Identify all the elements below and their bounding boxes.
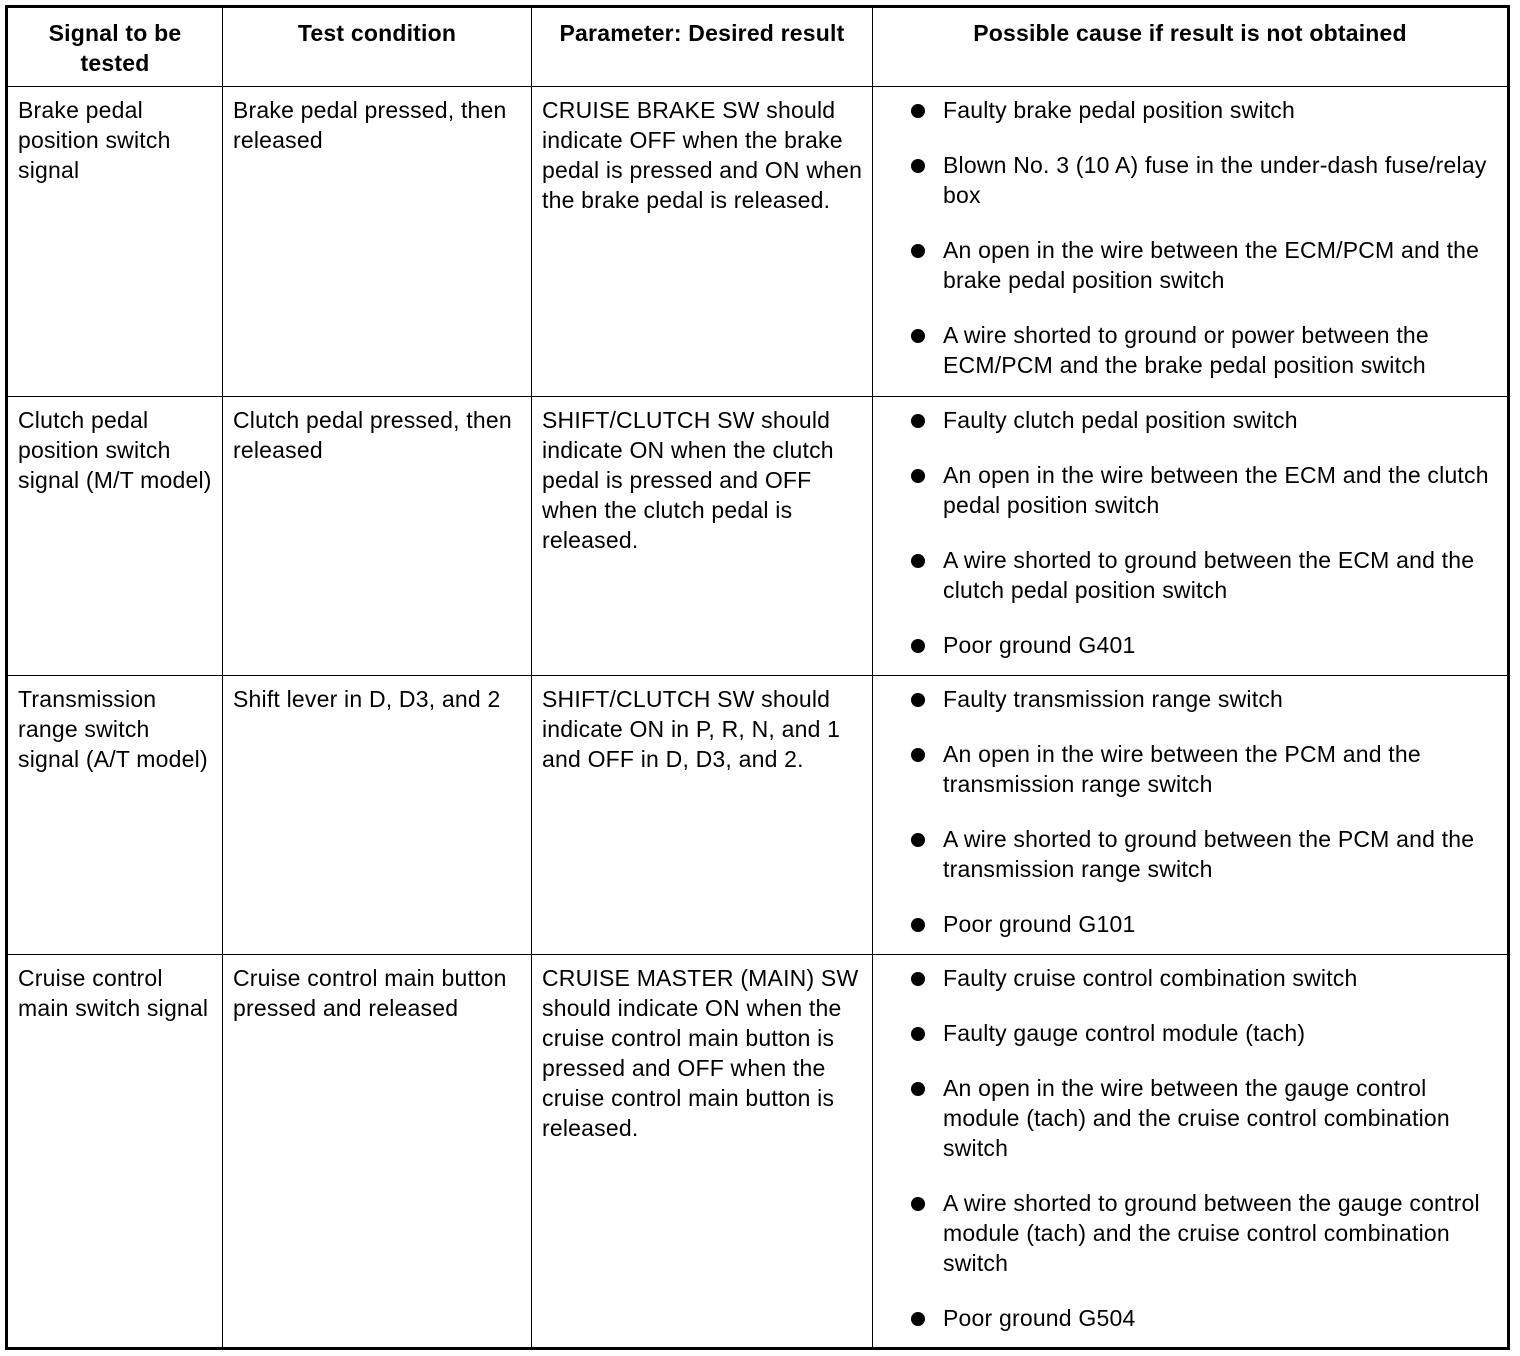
bullet-icon [911,972,925,986]
cause-item [883,1303,1501,1333]
cause-text: A wire shorted to ground between the gauge control module (tach) and the cruise control combination switch [943,1190,1480,1277]
cause-text: Poor ground G504 [943,1305,1136,1332]
causes-cell [873,397,1509,676]
bullet-icon [911,104,925,118]
cause-text: Faulty gauge control module (tach) [943,1020,1306,1047]
result-cell: CRUISE MASTER (MAIN) SW should indicate ON when the cruise control main button is pressed and OFF when the cruise control main button is released. [532,955,873,1349]
cause-text: Poor ground G101 [943,911,1136,938]
table-row [7,397,1509,676]
causes-cell [873,955,1509,1349]
cause-item [883,235,1501,295]
result-cell: CRUISE BRAKE SW should indicate OFF when the brake pedal is pressed and ON when the brake pedal is released. [532,87,873,397]
signal-cell: Clutch pedal position switch signal (M/T model) [7,397,223,676]
cause-item [883,150,1501,210]
header-desired-result: Parameter: Desired result [532,7,873,87]
header-possible-cause: Possible cause if result is not obtained [873,7,1509,87]
causes-cell [873,676,1509,955]
cause-text: Faulty cruise control combination switch [943,965,1358,992]
bullet-icon [911,1027,925,1041]
cause-text: Poor ground G401 [943,632,1136,659]
header-test-condition: Test condition [223,7,532,87]
result-cell: SHIFT/CLUTCH SW should indicate ON in P, R, N, and 1 and OFF in D, D3, and 2. [532,676,873,955]
condition-cell: Cruise control main button pressed and released [223,955,532,1349]
bullet-icon [911,554,925,568]
result-cell: SHIFT/CLUTCH SW should indicate ON when the clutch pedal is pressed and OFF when the clutch pedal is released. [532,397,873,676]
condition-cell: Clutch pedal pressed, then released [223,397,532,676]
cause-text: An open in the wire between the ECM and the clutch pedal position switch [943,462,1489,519]
cause-text: An open in the wire between the ECM/PCM and the brake pedal position switch [943,237,1480,293]
cause-item [883,1018,1501,1048]
cause-item [883,630,1501,660]
signal-cell: Transmission range switch signal (A/T model) [7,676,223,955]
cause-text: An open in the wire between the PCM and the transmission range switch [943,741,1421,798]
cause-text: Faulty transmission range switch [943,686,1284,713]
table-row [7,87,1509,397]
cause-text: Faulty clutch pedal position switch [943,407,1298,434]
cause-item [883,963,1501,993]
causes-list [883,95,1501,380]
cause-text: A wire shorted to ground between the PCM and the transmission range switch [943,826,1475,883]
table-row [7,676,1509,955]
causes-list [883,684,1501,939]
bullet-icon [911,1082,925,1096]
bullet-icon [911,748,925,762]
cause-text: Faulty brake pedal position switch [943,97,1295,123]
table-row [7,955,1509,1349]
table-body [7,87,1509,1349]
causes-list [883,963,1501,1333]
bullet-icon [911,1197,925,1211]
cause-item [883,1188,1501,1278]
bullet-icon [911,833,925,847]
cause-text: A wire shorted to ground between the ECM and the clutch pedal position switch [943,547,1475,604]
cause-item [883,684,1501,714]
cause-item [883,909,1501,939]
cause-text: A wire shorted to ground or power between the ECM/PCM and the brake pedal position switch [943,322,1429,378]
cause-text: Blown No. 3 (10 A) fuse in the under-dash fuse/relay box [943,152,1487,208]
table-header [7,7,1509,87]
cause-item [883,320,1501,380]
bullet-icon [911,414,925,428]
condition-cell: Brake pedal pressed, then released [223,87,532,397]
cause-item [883,824,1501,884]
bullet-icon [911,1312,925,1326]
cause-item [883,460,1501,520]
header-signal: Signal to be tested [7,7,223,87]
bullet-icon [911,329,925,343]
causes-list [883,405,1501,660]
signal-cell: Cruise control main switch signal [7,955,223,1349]
causes-cell [873,87,1509,397]
bullet-icon [911,918,925,932]
bullet-icon [911,469,925,483]
header-row [7,7,1509,87]
signal-cell: Brake pedal position switch signal [7,87,223,397]
diagnostic-table [5,5,1510,1350]
bullet-icon [911,639,925,653]
bullet-icon [911,693,925,707]
cause-text: An open in the wire between the gauge control module (tach) and the cruise control combination switch [943,1075,1450,1162]
condition-cell: Shift lever in D, D3, and 2 [223,676,532,955]
cause-item [883,405,1501,435]
bullet-icon [911,244,925,258]
cause-item [883,545,1501,605]
cause-item [883,739,1501,799]
cause-item [883,95,1501,125]
bullet-icon [911,159,925,173]
cause-item [883,1073,1501,1163]
